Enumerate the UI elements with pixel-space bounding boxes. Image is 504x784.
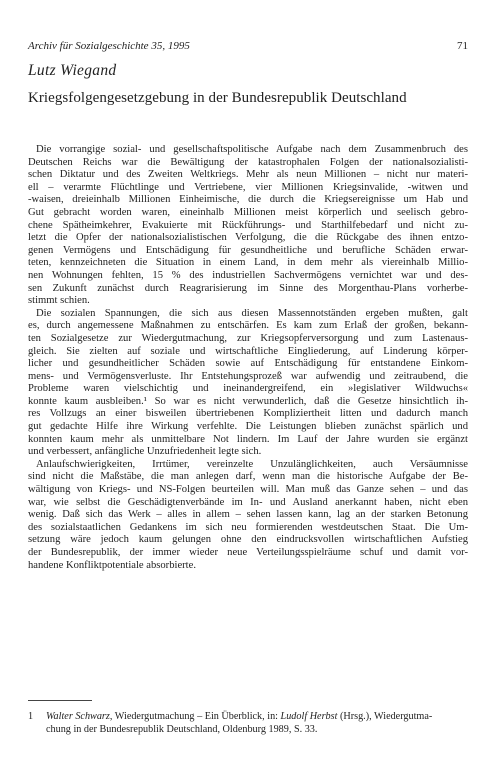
text-line: der Bundesrepublik, der immer wieder neue Verteilungsspielräume schuf und damit vor- xyxy=(28,547,468,558)
text-line: stimmt schien. xyxy=(28,295,90,307)
text-line: genen Vermögens und Entschädigung für gesundheitliche und berufliche Schäden erwar- xyxy=(28,244,468,256)
text-line: des sozialstaatlichen Gedankens im sich neu formierenden westdeutschen Staat. Die Um- xyxy=(28,521,468,533)
footnote-editor: Ludolf Herbst xyxy=(280,711,338,722)
text-line: nen Wohnungen fehlten, 15 % des industriellen Sachvermögens vernichtet war und des- xyxy=(28,269,468,281)
text-line: sind nicht die Maßstäbe, die man anlegen darf, wenn man die historische Aufgabe der Be- xyxy=(28,471,468,483)
article-author: Lutz Wiegand xyxy=(28,62,117,79)
text-line: schen Diktatur und des Zweiten Weltkriegs. Mehr als neun Millionen – nicht nur materi- xyxy=(28,169,468,181)
text-line: es, durch angemessene Maßnahmen zu entschärfen. Es kam zum Erlaß der großen, bekann- xyxy=(28,320,468,332)
footnote-text: , Wiedergutmachung – Ein Überblick, in: xyxy=(109,711,281,722)
text-line: Gut gebracht worden waren, eineinhalb Millionen meist körperlich und seelisch gebro- xyxy=(28,206,468,218)
footnote xyxy=(28,710,468,736)
text-line: Probleme waren vielschichtig und ineinandergreifend, ein »legislativer Wildwuchs« xyxy=(28,383,468,395)
text-line: wenig. Daß sich das Werk – alles in allem – sehen lassen kann, lag an der starken Betonung xyxy=(28,509,468,521)
text-line: Die vorrangige sozial- und gesellschaftspolitische Aufgabe nach dem Zusammenbruch des xyxy=(36,144,468,155)
running-head: Archiv für Sozialgeschichte 35, 1995 xyxy=(28,40,190,52)
article-title: Kriegsfolgengesetzgebung in der Bundesrepublik Deutschland xyxy=(28,90,407,106)
text-line: gleich. Sie zielten auf soziale und wirtschaftliche Eingliederung, auf Linderung körper- xyxy=(28,345,468,357)
text-line: -waisen, dreieinhalb Millionen Einheimische, die durch die Kriegsereignisse um Hab und xyxy=(28,194,468,206)
text-line: ell – verarmte Flüchtlinge und Vertriebene, vier Millionen Kriegsinvalide, -witwen und xyxy=(28,181,468,193)
text-line: Deutschen Reichs war die Bewältigung der katastrophalen Folgen der nationalsozialisti- xyxy=(28,156,468,168)
footnote-text: (Hrsg.), Wiedergutma- xyxy=(337,711,433,722)
text-line: ten Sozialgesetze zur Wiedergutmachung, zur Kriegsopferversorgung und zum Lastenaus- xyxy=(28,332,468,344)
footnote-line xyxy=(28,710,468,723)
page-number: 71 xyxy=(457,40,468,52)
text-line: setzung wäre jedoch kaum gelungen ohne den eindrucksvollen wirtschaftlichen Aufstieg xyxy=(28,534,468,546)
text-line: mens- und Vermögensverluste. Ihr Entstehungsprozeß war aufwendig und zeitraubend, die xyxy=(28,370,468,382)
text-line: Anlaufschwierigkeiten, Irrtümer, vereinzelte Unzulänglichkeiten, auch Versäumnisse xyxy=(36,458,468,470)
text-line: gut gedachte Hilfe ihre Wirkung verfehlte. Die Leistungen blieben zunächst spärlich und xyxy=(28,421,468,433)
text-line: letzt die Opfer der nationalsozialistischen Verfolgung, die die Rückgabe des ihnen entzo- xyxy=(28,232,468,244)
text-line: res Vollzugs an einer bisweilen übertriebenen Kompliziertheit litten und dadurch manch xyxy=(28,408,468,420)
footnote-marker: 1 xyxy=(28,711,34,722)
footnote-author: Walter Schwarz xyxy=(46,711,110,722)
text-line: handene Konfliktpotentiale absorbierte. xyxy=(28,559,196,571)
text-line: und verbessert, anfängliche Unzufriedenheit legte sich. xyxy=(28,446,262,458)
text-line: konnten kaum mehr als unmittelbare Not lindern. Im Lauf der Jahre wurden sie ergänzt xyxy=(28,433,468,445)
text-line: war, wie selbst die Geschädigtenverbände im In- und Ausland anerkannt haben, nicht eben xyxy=(28,496,468,508)
text-line: teten, kennzeichneten die Situation in einem Land, in dem mehr als viereinhalb Millio- xyxy=(28,257,468,269)
text-line: konnte kaum ausbleiben.¹ So war es nicht verwunderlich, daß die Gesetze hinsichtlich ih- xyxy=(28,395,468,407)
page-header xyxy=(28,40,468,54)
footnote-line: chung in der Bundesrepublik Deutschland, Oldenburg 1989, S. 33. xyxy=(46,724,318,735)
footnote-divider xyxy=(28,700,92,701)
text-line: sen Zukunft zunächst durch Reagrarisierung im Sinne des Morgenthau-Plans vorherbe- xyxy=(28,282,468,294)
text-line: wältigung von Kriegs- und NS-Folgen beurteilen will. Man muß das Ganze sehen – und das xyxy=(28,484,468,496)
text-line: chene Spätheimkehrer, Evakuierte mit Rückführungs- und Starthilfebedarf und nicht zu- xyxy=(28,219,468,231)
text-line: Die sozialen Spannungen, die sich aus diesen Massennotständen ergeben mußten, galt xyxy=(36,307,468,319)
text-line: licher und gesundheitlicher Schäden sowie auf Entschädigung für entstandene Einkom- xyxy=(28,358,468,370)
body-text xyxy=(28,144,468,572)
